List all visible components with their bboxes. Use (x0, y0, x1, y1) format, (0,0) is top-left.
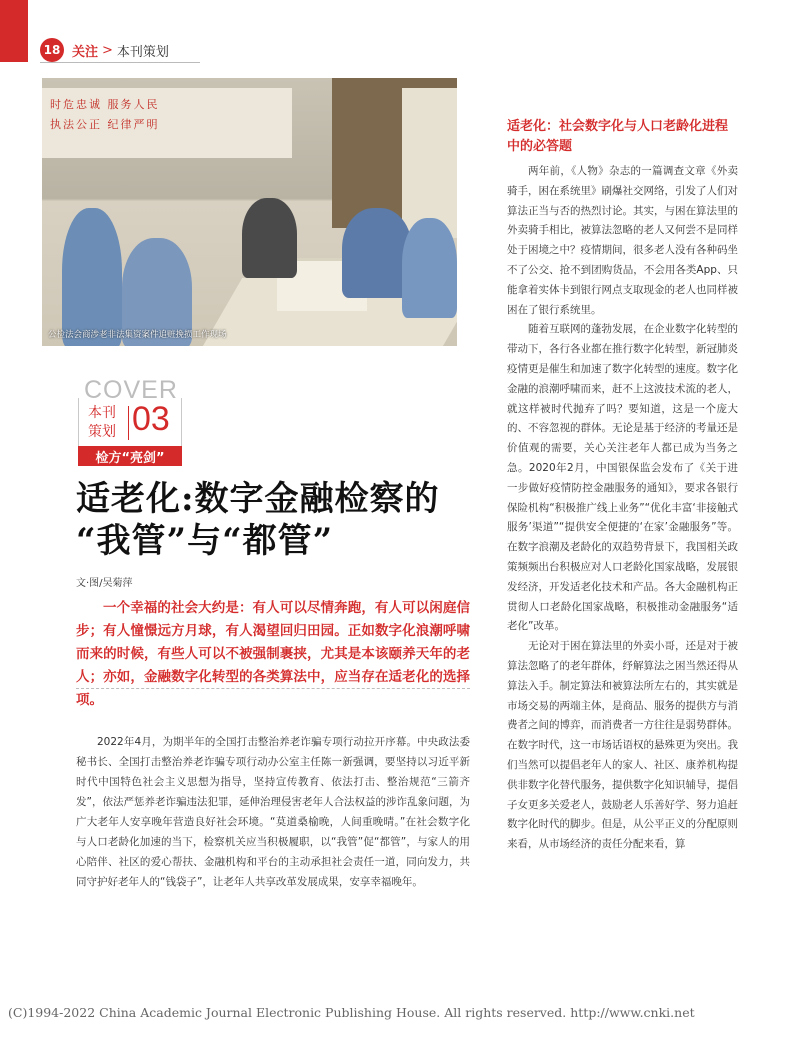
copyright-footer: (C)1994-2022 China Academic Journal Electronic Publishing House. All rights reserved. http://www.cnki.net (8, 1005, 695, 1020)
title-line-1: 适老化:数字金融检察的 (76, 479, 440, 519)
lead-divider (76, 688, 470, 689)
cover-badge (78, 376, 182, 466)
cover-divider (128, 406, 129, 440)
section-heading: 适老化：社会数字化与人口老龄化进程中的必答题 (507, 119, 729, 154)
photo-window (402, 88, 457, 238)
running-header (40, 40, 169, 60)
body-paragraph: 2022年4月，为期半年的全国打击整治养老诈骗专项行动拉开序幕。中央政法委秘书长、全国打击整治养老诈骗专项行动办公室主任陈一新强调，要坚持以习近平新时代中国特色社会主义思想为指导，坚持宣传教育、依法打击、整治规范“三箭齐发”，依法严惩养老诈骗违法犯罪，延伸治理侵害老年人合法权益的涉诈乱象问题，为广大老年人安享晚年营造良好社会环境。“莫道桑榆晚，人间重晚晴。”在社会数字化与人口老龄化加速的当下，检察机关应当积极履职，以“我管”促“都管”，与家人的用心陪伴、社区的爱心帮扶、金融机构和平台的主动承担社会责任一道，同向发力，共同守护好老年人的“钱袋子”，让老年人共享改革发展成果，安享幸福晚年。 (76, 736, 470, 888)
lead-paragraph: 一个幸福的社会大约是：有人可以尽情奔跑，有人可以闲庭信步；有人憧憬远方月球，有人渴望回归田园。正如数字化浪潮呼啸而来的时候，有些人可以不被强制裹挟，尤其是本该颐养天年的老人；亦如，金融数字化转型的各类算法中，应当存在适老化的选择项。 (76, 600, 470, 708)
cover-number: 03 (132, 400, 170, 438)
banner-text-2: 执法公正 纪律严明 (50, 118, 160, 131)
page-number: 18 (40, 38, 64, 62)
body-paragraph: 无论对于困在算法里的外卖小哥，还是对于被算法忽略了的老年群体，纾解算法之困当然还得从算法入手。制定算法和被算法所左右的，其实就是市场交易的两端主体，是商品、服务的提供方与消费者之间的博弈，而消费者一方往往是弱势群体。在数字时代，这一市场话语权的悬殊更为突出。我们当然可以提倡老年人的家人、社区、康养机构提供非数字化替代服务，提供数字化知识辅导，提倡子女更多关爱老人，鼓励老人乐善好学、努力追赶数字化时代的脚步。但是，从公平正义的分配原则来看，从市场经济的责任分配来看，算 (507, 640, 738, 851)
photo-person (242, 198, 297, 278)
photo-caption: 公检法会商涉老非法集资案件追赃挽损工作现场 (48, 330, 227, 340)
body-paragraph: 随着互联网的蓬勃发展，在企业数字化转型的带动下，各行各业都在推行数字化转型，新冠肺炎疫情更是催生和加速了数字化转型的速度。数字化金融的浪潮呼啸而来，赶不上这波技术流的老人，就这样被时代抛弃了吗？要知道，这是一个庞大的、不容忽视的群体。无论是基于经济的考量还是价值观的需要，关心关注老年人都已成为当务之急。2020年2月，中国银保监会发布了《关于进一步做好疫情防控金融服务的通知》，要求各银行保险机构“积极推广线上业务”“优化丰富‘非接触式服务’渠道”“提供安全便捷的‘在家’金融服务”等。在数字浪潮及老龄化的双趋势背景下，我国相关政策频频出台积极应对人口老龄化国家战略，发展银发经济，开发适老化技术和产品。各大金融机构正贯彻人口老龄化国家战略，积极推动金融服务“适老化”改革。 (507, 323, 738, 633)
article-title (76, 478, 440, 562)
cover-word: COVER (84, 376, 178, 404)
photo-person (62, 208, 122, 346)
header-rule (40, 62, 200, 63)
header-separator: > (102, 42, 113, 58)
wall-banner (42, 88, 292, 158)
title-line-2: “我管”与“都管” (76, 521, 334, 561)
page-edge-bar (0, 0, 28, 62)
article-photo (42, 78, 457, 346)
byline: 文·图/吴菊萍 (76, 578, 133, 589)
body-paragraph: 两年前，《人物》杂志的一篇调查文章《外卖骑手，困在系统里》刷爆社交网络，引发了人们对算法正当与否的热烈讨论。其实，与困在算法里的外卖骑手相比，被算法忽略的老人又何尝不是同样处于困境之中？疫情期间，很多老人没有各种码坐不了公交、抢不到团购货品，不会用各类App、只能拿着实体卡到银行网点支取现金的老人也同样被困在了银行系统里。 (507, 165, 738, 316)
photo-person (402, 218, 457, 318)
section-label: 关注 (72, 44, 99, 60)
column-label: 本刊策划 (116, 44, 169, 60)
cover-label-1: 本刊 (88, 405, 116, 421)
cover-label-2: 策划 (88, 424, 116, 440)
cover-tag: 检方“亮剑” (78, 446, 182, 466)
right-column (507, 162, 738, 855)
left-column (76, 732, 470, 892)
banner-text-1: 时危忠诚 服务人民 (50, 98, 160, 111)
